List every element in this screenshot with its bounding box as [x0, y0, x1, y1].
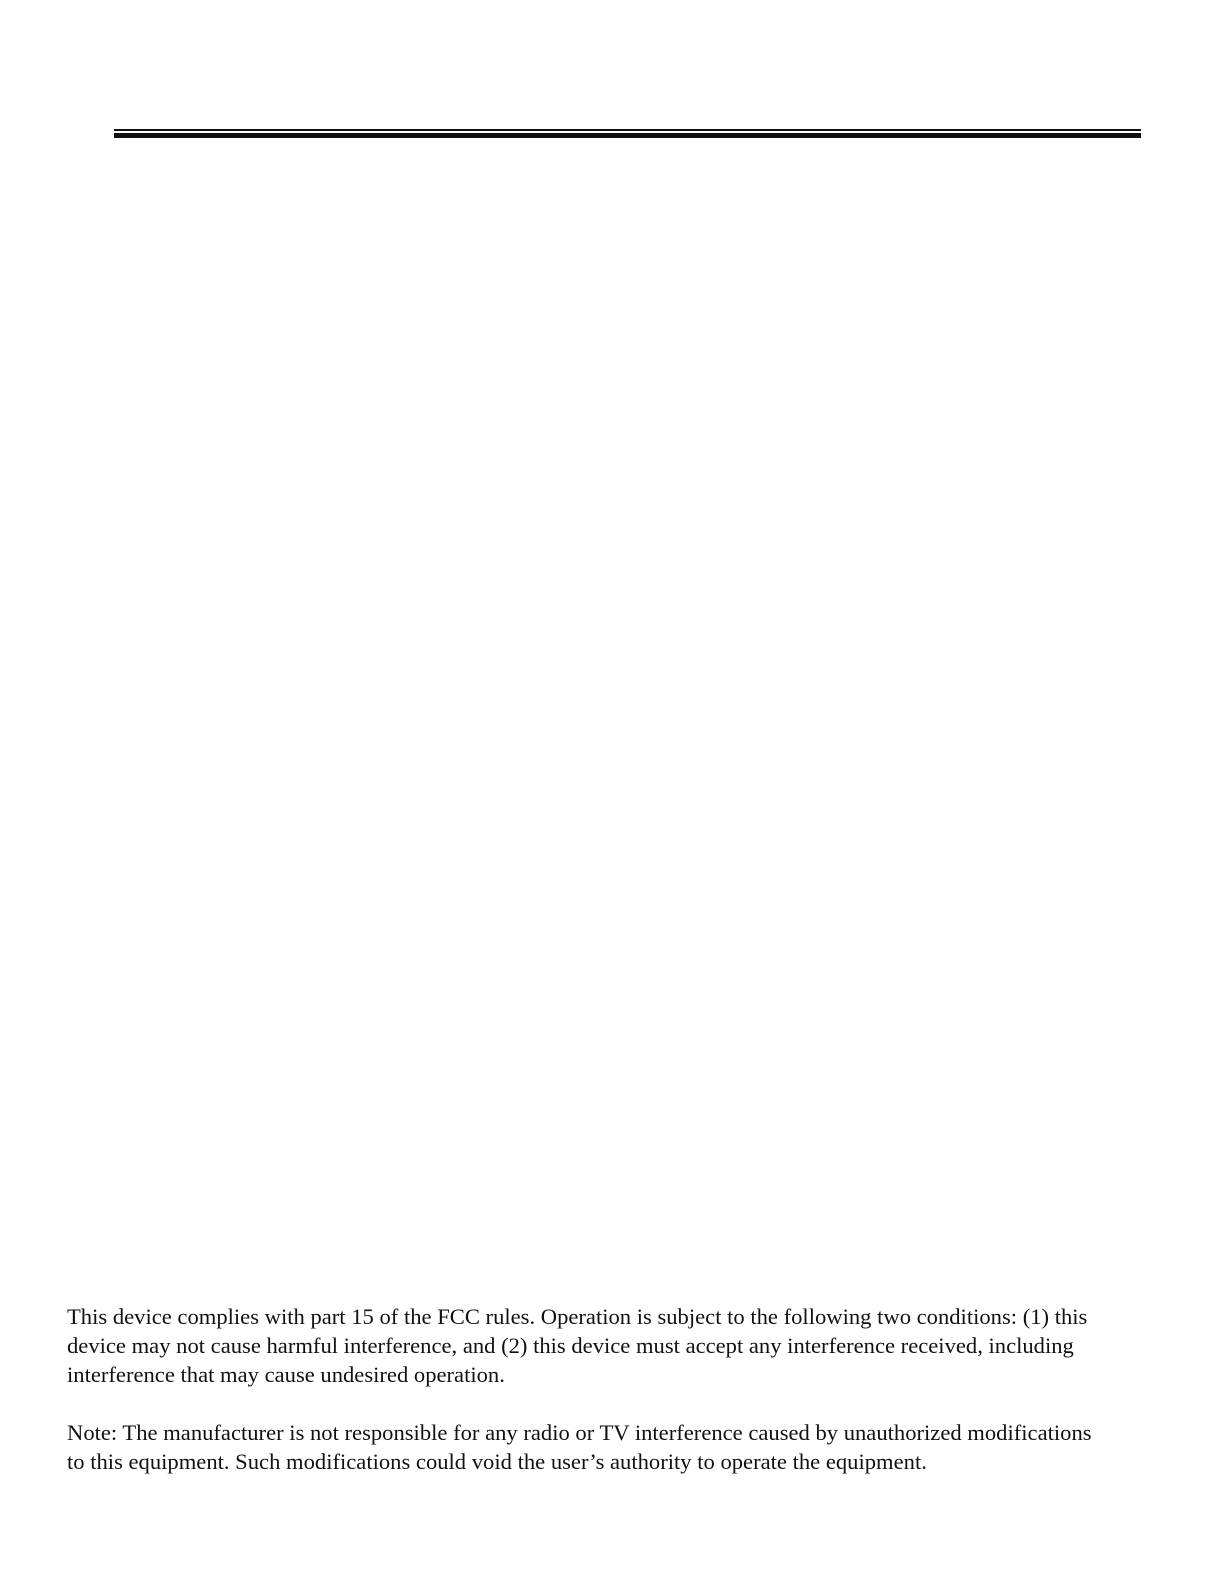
header-double-rule — [114, 129, 1141, 139]
header-rule-thick-line — [114, 133, 1141, 138]
header-rule-thin-line — [114, 129, 1141, 131]
regulatory-notice — [67, 1302, 1162, 1476]
fcc-compliance-statement: This device complies with part 15 of the FCC rules. Operation is subject to the following two conditions: (1) this device may not cause harmful interference, and (2) this device must accept any interference received, including interference that may cause undesired operation. — [67, 1304, 1088, 1387]
manufacturer-note: Note: The manufacturer is not responsible for any radio or TV interference caused by unauthorized modifications to this equipment. Such modifications could void the user’s authority to operate the equipment. — [67, 1420, 1092, 1474]
